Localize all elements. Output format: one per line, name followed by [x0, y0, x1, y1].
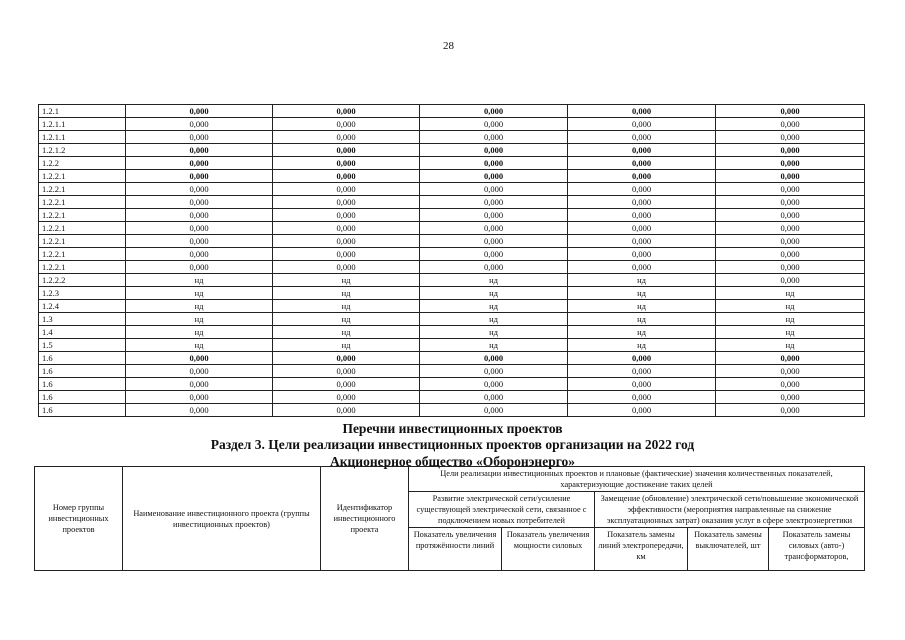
value-cell: 0,000	[420, 209, 568, 222]
value-cell: 0,000	[273, 105, 420, 118]
value-cell: нд	[273, 339, 420, 352]
value-cell: 0,000	[273, 196, 420, 209]
value-cell: 0,000	[568, 404, 716, 417]
row-number-cell: 1.6	[39, 391, 126, 404]
table-row	[39, 105, 865, 118]
table-row	[39, 326, 865, 339]
value-cell: 0,000	[420, 391, 568, 404]
value-cell: 0,000	[273, 131, 420, 144]
value-cell: 0,000	[273, 209, 420, 222]
value-cell: нд	[420, 274, 568, 287]
value-cell: нд	[273, 313, 420, 326]
value-cell: 0,000	[420, 183, 568, 196]
value-cell: нд	[126, 313, 273, 326]
value-cell: нд	[273, 287, 420, 300]
table-row	[39, 235, 865, 248]
row-number-cell: 1.2.2.1	[39, 248, 126, 261]
row-number-cell: 1.6	[39, 365, 126, 378]
value-cell: 0,000	[716, 183, 865, 196]
value-cell: 0,000	[716, 248, 865, 261]
value-cell: нд	[568, 287, 716, 300]
value-cell: нд	[716, 339, 865, 352]
value-cell: 0,000	[126, 183, 273, 196]
value-cell: нд	[716, 313, 865, 326]
value-cell: нд	[273, 274, 420, 287]
value-cell: 0,000	[420, 222, 568, 235]
header-transformer-replacement-indicator: Показатель замены силовых (авто-) трансформаторов,	[769, 528, 865, 571]
value-cell: 0,000	[126, 404, 273, 417]
value-cell: нд	[420, 326, 568, 339]
value-cell: 0,000	[420, 378, 568, 391]
value-cell: 0,000	[716, 365, 865, 378]
value-cell: нд	[126, 274, 273, 287]
value-cell: 0,000	[126, 365, 273, 378]
value-cell: 0,000	[568, 196, 716, 209]
value-cell: 0,000	[126, 222, 273, 235]
table-row	[39, 248, 865, 261]
organization-name: Акционерное общество «Оборонэнерго»	[329, 454, 576, 469]
header-network-development: Развитие электрической сети/усиление существующей электрической сети, связанное с подключением новых потребителей	[409, 492, 595, 528]
value-cell: 0,000	[420, 131, 568, 144]
section-subtitle: Раздел 3. Цели реализации инвестиционных проектов организации на 2022 год	[210, 437, 695, 452]
value-cell: 0,000	[420, 365, 568, 378]
value-cell: 0,000	[568, 378, 716, 391]
value-cell: 0,000	[568, 222, 716, 235]
value-cell: нд	[126, 326, 273, 339]
value-cell: 0,000	[568, 235, 716, 248]
value-cell: 0,000	[420, 235, 568, 248]
value-cell: 0,000	[716, 105, 865, 118]
table-row	[39, 404, 865, 417]
table-row	[39, 274, 865, 287]
value-cell: 0,000	[716, 352, 865, 365]
value-cell: 0,000	[273, 183, 420, 196]
indicator-values-table	[38, 104, 865, 417]
section-title: Перечни инвестиционных проектов	[342, 421, 563, 436]
value-cell: 0,000	[126, 144, 273, 157]
value-cell: нд	[420, 339, 568, 352]
row-number-cell: 1.2.1.2	[39, 144, 126, 157]
header-group-number: Номер группы инвестиционных проектов	[35, 467, 123, 571]
value-cell: 0,000	[568, 131, 716, 144]
table-row	[39, 144, 865, 157]
row-number-cell: 1.2.1.1	[39, 118, 126, 131]
value-cell: 0,000	[716, 157, 865, 170]
value-cell: нд	[716, 326, 865, 339]
table-row	[39, 131, 865, 144]
value-cell: 0,000	[126, 196, 273, 209]
value-cell: 0,000	[568, 248, 716, 261]
header-project-identifier: Идентификатор инвестиционного проекта	[321, 467, 409, 571]
table-row	[39, 118, 865, 131]
value-cell: 0,000	[716, 209, 865, 222]
table-row	[39, 287, 865, 300]
value-cell: нд	[568, 326, 716, 339]
value-cell: 0,000	[716, 235, 865, 248]
table-row	[39, 183, 865, 196]
value-cell: 0,000	[273, 144, 420, 157]
row-number-cell: 1.2.2.1	[39, 261, 126, 274]
value-cell: 0,000	[420, 144, 568, 157]
row-number-cell: 1.2.2.2	[39, 274, 126, 287]
value-cell: 0,000	[273, 391, 420, 404]
value-cell: 0,000	[568, 365, 716, 378]
value-cell: 0,000	[420, 157, 568, 170]
value-cell: нд	[568, 339, 716, 352]
investment-goals-table	[34, 466, 865, 571]
value-cell: 0,000	[568, 183, 716, 196]
row-number-cell: 1.2.2.1	[39, 222, 126, 235]
value-cell: 0,000	[273, 261, 420, 274]
value-cell: 0,000	[126, 131, 273, 144]
value-cell: нд	[126, 287, 273, 300]
value-cell: 0,000	[568, 157, 716, 170]
value-cell: 0,000	[273, 157, 420, 170]
row-number-cell: 1.2.1.1	[39, 131, 126, 144]
row-number-cell: 1.4	[39, 326, 126, 339]
value-cell: 0,000	[716, 274, 865, 287]
value-cell: 0,000	[273, 378, 420, 391]
table-row	[39, 170, 865, 183]
value-cell: 0,000	[716, 144, 865, 157]
value-cell: 0,000	[420, 261, 568, 274]
value-cell: 0,000	[273, 365, 420, 378]
value-cell: нд	[568, 300, 716, 313]
value-cell: 0,000	[126, 118, 273, 131]
header-goals: Цели реализации инвестиционных проектов и плановые (фактические) значения количественных показателей, характеризующие достижение таких целей	[409, 467, 865, 492]
value-cell: 0,000	[716, 261, 865, 274]
value-cell: 0,000	[273, 404, 420, 417]
value-cell: нд	[568, 313, 716, 326]
value-cell: 0,000	[716, 404, 865, 417]
value-cell: нд	[568, 274, 716, 287]
value-cell: 0,000	[126, 209, 273, 222]
value-cell: нд	[273, 300, 420, 313]
row-number-cell: 1.6	[39, 378, 126, 391]
value-cell: 0,000	[126, 378, 273, 391]
row-number-cell: 1.2.3	[39, 287, 126, 300]
row-number-cell: 1.6	[39, 404, 126, 417]
value-cell: 0,000	[716, 170, 865, 183]
value-cell: 0,000	[420, 118, 568, 131]
row-number-cell: 1.2.2	[39, 157, 126, 170]
value-cell: 0,000	[126, 235, 273, 248]
row-number-cell: 1.2.2.1	[39, 209, 126, 222]
value-cell: 0,000	[716, 118, 865, 131]
header-line-length-indicator: Показатель увеличения протяжённости линий	[409, 528, 502, 571]
table-row	[39, 352, 865, 365]
value-cell: 0,000	[568, 144, 716, 157]
value-cell: 0,000	[420, 170, 568, 183]
value-cell: 0,000	[126, 261, 273, 274]
value-cell: 0,000	[126, 391, 273, 404]
value-cell: нд	[420, 287, 568, 300]
table-row	[39, 209, 865, 222]
value-cell: 0,000	[568, 170, 716, 183]
table-row	[39, 261, 865, 274]
value-cell: 0,000	[568, 391, 716, 404]
value-cell: 0,000	[716, 378, 865, 391]
table-row	[39, 378, 865, 391]
value-cell: нд	[126, 300, 273, 313]
value-cell: 0,000	[568, 209, 716, 222]
value-cell: нд	[273, 326, 420, 339]
value-cell: 0,000	[273, 118, 420, 131]
table-row	[39, 313, 865, 326]
row-number-cell: 1.2.4	[39, 300, 126, 313]
value-cell: 0,000	[420, 404, 568, 417]
value-cell: 0,000	[273, 170, 420, 183]
table-row	[39, 365, 865, 378]
value-cell: 0,000	[420, 352, 568, 365]
value-cell: 0,000	[126, 170, 273, 183]
table-row	[39, 222, 865, 235]
table-row	[39, 339, 865, 352]
header-line-replacement-indicator: Показатель замены линий электропередачи, км	[595, 528, 688, 571]
value-cell: 0,000	[568, 261, 716, 274]
value-cell: нд	[716, 300, 865, 313]
value-cell: нд	[420, 300, 568, 313]
table-row	[39, 157, 865, 170]
table-row	[39, 196, 865, 209]
value-cell: 0,000	[420, 105, 568, 118]
value-cell: 0,000	[273, 222, 420, 235]
row-number-cell: 1.3	[39, 313, 126, 326]
value-cell: 0,000	[420, 248, 568, 261]
header-project-name: Наименование инвестиционного проекта (группы инвестиционных проектов)	[123, 467, 321, 571]
value-cell: 0,000	[716, 131, 865, 144]
indicator-values-body	[39, 105, 865, 417]
table-row	[39, 391, 865, 404]
header-capacity-indicator: Показатель увеличения мощности силовых	[502, 528, 595, 571]
value-cell: нд	[420, 313, 568, 326]
value-cell: 0,000	[716, 391, 865, 404]
header-switch-replacement-indicator: Показатель замены выключателей, шт	[688, 528, 769, 571]
value-cell: 0,000	[716, 196, 865, 209]
row-number-cell: 1.2.1	[39, 105, 126, 118]
row-number-cell: 1.2.2.1	[39, 183, 126, 196]
row-number-cell: 1.2.2.1	[39, 235, 126, 248]
page-number: 28	[443, 40, 454, 52]
value-cell: 0,000	[568, 352, 716, 365]
value-cell: нд	[716, 287, 865, 300]
row-number-cell: 1.5	[39, 339, 126, 352]
value-cell: 0,000	[126, 105, 273, 118]
value-cell: 0,000	[568, 118, 716, 131]
table-row	[39, 300, 865, 313]
value-cell: 0,000	[126, 157, 273, 170]
value-cell: 0,000	[420, 196, 568, 209]
row-number-cell: 1.2.2.1	[39, 170, 126, 183]
value-cell: 0,000	[273, 248, 420, 261]
value-cell: 0,000	[716, 222, 865, 235]
row-number-cell: 1.2.2.1	[39, 196, 126, 209]
value-cell: 0,000	[126, 352, 273, 365]
header-network-replacement: Замещение (обновление) электрической сети/повышение экономической эффективности (мероприятия направленные на снижение эксплуатационных затрат) оказания услуг в сфере электроэнергетики	[595, 492, 865, 528]
value-cell: 0,000	[126, 248, 273, 261]
row-number-cell: 1.6	[39, 352, 126, 365]
value-cell: 0,000	[273, 352, 420, 365]
value-cell: 0,000	[568, 105, 716, 118]
value-cell: 0,000	[273, 235, 420, 248]
value-cell: нд	[126, 339, 273, 352]
